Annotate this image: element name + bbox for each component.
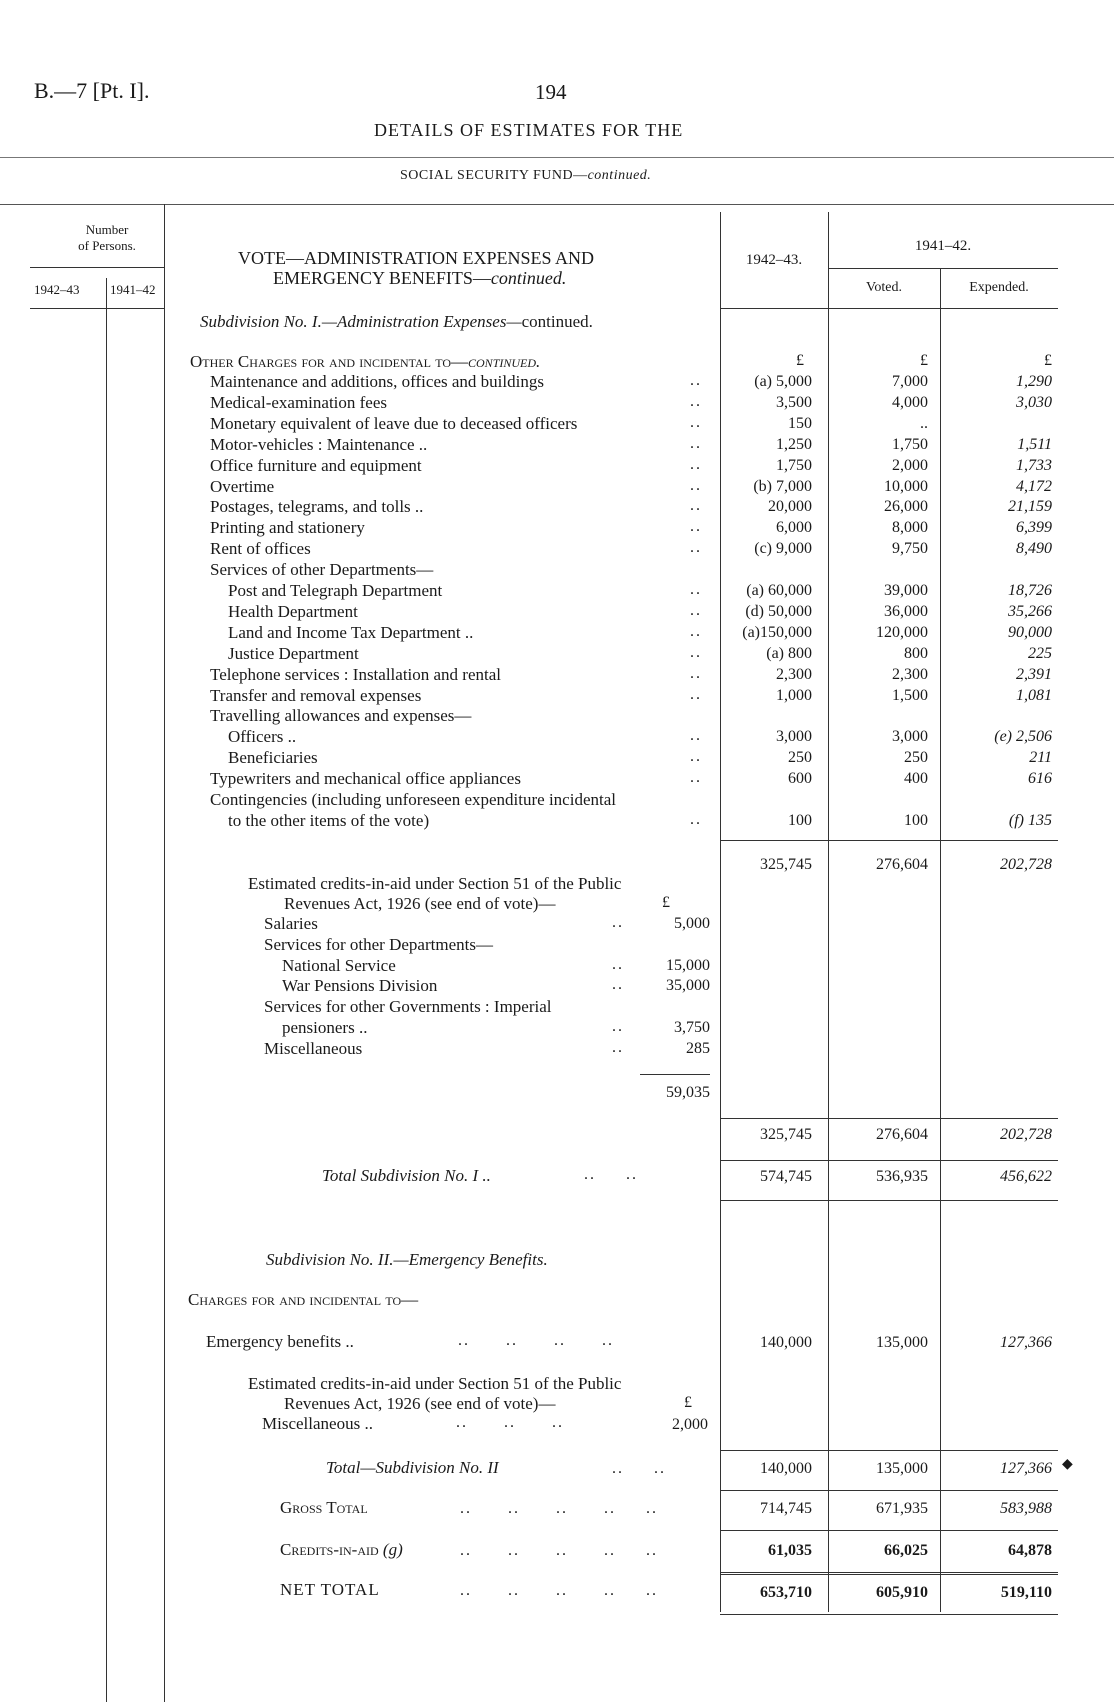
- pound-sign-voted: £: [920, 352, 928, 369]
- credit-item-amount: 35,000: [666, 977, 710, 994]
- col-heading-expended: Expended.: [969, 280, 1029, 295]
- row-label: Contingencies (including unforeseen expenditure incidental: [210, 790, 616, 809]
- subtotal-1-voted: 276,604: [876, 856, 928, 873]
- row-est: (d) 50,000: [745, 603, 812, 620]
- row-est: 1,000: [776, 687, 812, 704]
- row-voted: 2,300: [892, 666, 928, 683]
- row-leader: ..: [690, 518, 702, 535]
- row-voted: ..: [920, 415, 928, 432]
- persons-year-divider: [106, 278, 107, 312]
- total-subdivision-1-voted: 536,935: [876, 1168, 928, 1185]
- total-subdivision-2-expended: 127,366: [1000, 1460, 1052, 1477]
- row-label: Land and Income Tax Department ..: [228, 623, 474, 642]
- persons-year-1941: 1941–42: [110, 282, 156, 297]
- row-label: Medical-examination fees: [210, 393, 388, 412]
- credits-2-misc-leader: .. .. ..: [456, 1414, 564, 1431]
- credit-item-label: National Service: [282, 956, 396, 975]
- credit-item-leader: ..: [612, 914, 624, 931]
- row-label: Beneficiaries: [228, 748, 318, 767]
- credit-item-leader: ..: [612, 1039, 624, 1056]
- credits-1-line-1: Estimated credits-in-aid under Section 51 of the Public: [248, 874, 622, 893]
- subdivision-2-charges-label: Charges for and incidental to—: [188, 1290, 419, 1309]
- row-leader: ..: [690, 769, 702, 786]
- row-label: Services of other Departments—: [210, 560, 434, 579]
- persons-col-left-line: [106, 312, 107, 1702]
- pound-sign-est: £: [796, 352, 804, 369]
- row-voted: 9,750: [892, 540, 928, 557]
- row-label: Office furniture and equipment: [210, 456, 422, 475]
- other-charges-continued: continued.: [468, 352, 541, 371]
- row-est: 600: [788, 770, 812, 787]
- row-label: to the other items of the vote): [228, 811, 430, 830]
- total-sub-1-rule: [720, 1160, 1058, 1161]
- total-subdivision-1-leader: .. ..: [584, 1166, 638, 1183]
- credits-in-aid-voted: 66,025: [884, 1542, 928, 1559]
- row-leader: ..: [690, 393, 702, 410]
- page-title: DETAILS OF ESTIMATES FOR THE: [374, 120, 684, 140]
- emergency-benefits-label: Emergency benefits ..: [206, 1332, 354, 1351]
- row-expended: 211: [1029, 749, 1052, 766]
- credits-in-aid-heading: [280, 1540, 403, 1560]
- row-leader: ..: [690, 497, 702, 514]
- row-expended: 21,159: [1008, 498, 1052, 515]
- row-leader: ..: [690, 811, 702, 828]
- row-expended: 35,266: [1008, 603, 1052, 620]
- net-total-bottom-rule: [720, 1614, 1058, 1615]
- row-voted: 4,000: [892, 394, 928, 411]
- row-voted: 10,000: [884, 478, 928, 495]
- row-label: Transfer and removal expenses: [210, 686, 422, 705]
- row-label: Post and Telegraph Department: [228, 581, 443, 600]
- emergency-benefits-leader: .. .. .. ..: [458, 1332, 614, 1349]
- credits-in-aid-top-rule: [720, 1530, 1058, 1531]
- row-voted: 400: [904, 770, 928, 787]
- credit-item-label: Services for other Governments : Imperial: [264, 997, 552, 1016]
- net-total-est: 653,710: [760, 1584, 812, 1601]
- total-sub-2-rule: [720, 1450, 1058, 1451]
- vote-title-continued: continued.: [490, 268, 567, 288]
- credits-in-aid-label: Credits-in-aid: [280, 1540, 379, 1559]
- row-leader: ..: [690, 602, 702, 619]
- row-label: Postages, telegrams, and tolls ..: [210, 497, 424, 516]
- subtotal-1-est: 325,745: [760, 856, 812, 873]
- row-voted: 1,500: [892, 687, 928, 704]
- subdivision-1-heading: [200, 312, 593, 332]
- row-leader: ..: [690, 665, 702, 682]
- row-label: Justice Department: [228, 644, 359, 663]
- row-leader: ..: [690, 623, 702, 640]
- row-voted: 36,000: [884, 603, 928, 620]
- row-leader: ..: [690, 581, 702, 598]
- header-bottom-rule-left: [30, 308, 164, 309]
- credits-1-total-rule: [640, 1074, 710, 1075]
- row-expended: 616: [1028, 770, 1052, 787]
- credit-item-label: War Pensions Division: [282, 976, 438, 995]
- gross-total-top-rule: [720, 1490, 1058, 1491]
- subtotal-1b-rule: [720, 1118, 1058, 1119]
- credits-2-misc-label: Miscellaneous ..: [262, 1414, 373, 1433]
- gross-total-est: 714,745: [760, 1500, 812, 1517]
- credit-item-leader: ..: [612, 956, 624, 973]
- row-label: Typewriters and mechanical office appliances: [210, 769, 521, 788]
- row-leader: ..: [690, 414, 702, 431]
- row-voted: 800: [904, 645, 928, 662]
- col-heading-voted: Voted.: [866, 280, 902, 295]
- credits-2-pound: £: [684, 1394, 692, 1411]
- row-est: 2,300: [776, 666, 812, 683]
- subtitle-main: SOCIAL SECURITY FUND—: [400, 168, 588, 183]
- other-charges-heading: [190, 352, 540, 372]
- persons-heading-1: Number: [85, 222, 129, 237]
- emergency-benefits-est: 140,000: [760, 1334, 812, 1351]
- gross-total-expended: 583,988: [1000, 1500, 1052, 1517]
- vote-title-line-1: VOTE—ADMINISTRATION EXPENSES AND: [238, 248, 595, 268]
- net-total-voted: 605,910: [876, 1584, 928, 1601]
- row-est: 1,250: [776, 436, 812, 453]
- row-label: Overtime: [210, 477, 275, 496]
- row-est: (b) 7,000: [753, 478, 812, 495]
- vote-title-line-2: [273, 268, 566, 289]
- net-total-leader: .. .. .. .. ..: [460, 1582, 658, 1599]
- row-voted: 3,000: [892, 728, 928, 745]
- row-voted: 7,000: [892, 373, 928, 390]
- row-expended: 1,511: [1017, 436, 1052, 453]
- row-label: Travelling allowances and expenses—: [210, 706, 472, 725]
- row-leader: ..: [690, 372, 702, 389]
- row-label: Telephone services : Installation and rental: [210, 665, 502, 684]
- row-leader: ..: [690, 644, 702, 661]
- total-subdivision-2-leader: .. ..: [612, 1460, 666, 1477]
- credits-1-line-2: Revenues Act, 1926 (see end of vote)—: [284, 894, 556, 913]
- total-subdivision-1-expended: 456,622: [1000, 1168, 1052, 1185]
- row-leader: ..: [690, 686, 702, 703]
- row-expended: 18,726: [1008, 582, 1052, 599]
- row-est: (a)150,000: [742, 624, 812, 641]
- subdivision-2-title: Subdivision No. II.—Emergency Benefits.: [266, 1250, 548, 1269]
- credit-item-amount: 3,750: [674, 1019, 710, 1036]
- row-est: 150: [788, 415, 812, 432]
- total-subdivision-2-voted: 135,000: [876, 1460, 928, 1477]
- credits-in-aid-leader: .. .. .. .. ..: [460, 1542, 658, 1559]
- row-label: Printing and stationery: [210, 518, 365, 537]
- row-est: (a) 800: [766, 645, 812, 662]
- gross-total-voted: 671,935: [876, 1500, 928, 1517]
- row-est: 3,500: [776, 394, 812, 411]
- total-subdivision-2-label: Total—Subdivision No. II: [326, 1458, 499, 1477]
- pound-sign-expended: £: [1044, 352, 1052, 369]
- credits-in-aid-expended: 64,878: [1008, 1542, 1052, 1559]
- row-est: (c) 9,000: [754, 540, 812, 557]
- credits-1-total: 59,035: [666, 1084, 710, 1101]
- credit-item-amount: 285: [686, 1040, 710, 1057]
- persons-col-right-line: [164, 204, 165, 1702]
- subtotal-1b-est: 325,745: [760, 1126, 812, 1143]
- row-expended: 6,399: [1016, 519, 1052, 536]
- other-charges-label: Other Charges for and incidental to—: [190, 352, 469, 371]
- row-voted: 250: [904, 749, 928, 766]
- row-voted: 120,000: [876, 624, 928, 641]
- row-label: Maintenance and additions, offices and buildings: [210, 372, 544, 391]
- total-subdivision-1-label: Total Subdivision No. I ..: [322, 1166, 491, 1185]
- credit-item-label: Services for other Departments—: [264, 935, 493, 954]
- subtotal-1b-voted: 276,604: [876, 1126, 928, 1143]
- row-est: 250: [788, 749, 812, 766]
- emergency-benefits-voted: 135,000: [876, 1334, 928, 1351]
- row-est: (a) 60,000: [746, 582, 812, 599]
- subtotal-1-rule: [720, 840, 1058, 841]
- credit-item-label: Miscellaneous: [264, 1039, 363, 1058]
- row-voted: 39,000: [884, 582, 928, 599]
- row-label: Monetary equivalent of leave due to deceased officers: [210, 414, 578, 433]
- credit-item-amount: 15,000: [666, 957, 710, 974]
- row-expended: 90,000: [1008, 624, 1052, 641]
- table-top-rule: [0, 204, 1114, 205]
- persons-year-1942: 1942–43: [34, 282, 80, 297]
- credit-item-label: pensioners ..: [282, 1018, 368, 1037]
- row-expended: 1,081: [1016, 687, 1052, 704]
- net-total-label: NET TOTAL: [280, 1580, 380, 1599]
- row-voted: 1,750: [892, 436, 928, 453]
- credits-1-pound: £: [662, 894, 670, 911]
- row-leader: ..: [690, 456, 702, 473]
- row-label: Motor-vehicles : Maintenance ..: [210, 435, 428, 454]
- col-heading-1942: 1942–43.: [745, 252, 803, 268]
- row-est: 20,000: [768, 498, 812, 515]
- gross-total-label: Gross Total: [280, 1498, 368, 1517]
- total-sub-1-bottom-rule: [720, 1200, 1058, 1201]
- credit-item-label: Salaries: [264, 914, 318, 933]
- credits-2-line-1: Estimated credits-in-aid under Section 51 of the Public: [248, 1374, 622, 1393]
- row-label: Rent of offices: [210, 539, 311, 558]
- emergency-benefits-expended: 127,366: [1000, 1334, 1052, 1351]
- subtotal-1b-expended: 202,728: [1000, 1126, 1052, 1143]
- net-total-expended: 519,110: [1000, 1584, 1052, 1601]
- row-expended: (e) 2,506: [994, 728, 1052, 745]
- page-subtitle: [400, 168, 651, 184]
- row-expended: 2,391: [1016, 666, 1052, 683]
- credit-item-leader: ..: [612, 976, 624, 993]
- row-expended: 225: [1028, 645, 1052, 662]
- persons-rule: [30, 267, 164, 268]
- document-reference: B.—7 [Pt. I].: [34, 78, 150, 103]
- row-leader: ..: [690, 727, 702, 744]
- row-expended: 4,172: [1016, 478, 1052, 495]
- col-heading-1941: 1941–42.: [914, 238, 972, 254]
- total-subdivision-1-est: 574,745: [760, 1168, 812, 1185]
- row-voted: 26,000: [884, 498, 928, 515]
- credits-2-line-2: Revenues Act, 1926 (see end of vote)—: [284, 1394, 556, 1413]
- row-voted: 100: [904, 812, 928, 829]
- header-rule: [0, 157, 1114, 158]
- row-expended: 1,733: [1016, 457, 1052, 474]
- row-expended: 8,490: [1016, 540, 1052, 557]
- page-number: 194: [535, 80, 567, 104]
- row-label: Health Department: [228, 602, 358, 621]
- row-leader: ..: [690, 435, 702, 452]
- row-leader: ..: [690, 477, 702, 494]
- row-expended: (f) 135: [1008, 812, 1052, 829]
- row-est: 100: [788, 812, 812, 829]
- row-voted: 2,000: [892, 457, 928, 474]
- row-leader: ..: [690, 748, 702, 765]
- row-voted: 8,000: [892, 519, 928, 536]
- credit-item-amount: 5,000: [674, 915, 710, 932]
- credits-2-misc-amount: 2,000: [672, 1416, 708, 1433]
- row-expended: 3,030: [1016, 394, 1052, 411]
- row-label: Officers ..: [228, 727, 297, 746]
- subdivision-1-title: Subdivision No. I.—Administration Expenses—: [200, 312, 522, 331]
- row-est: 6,000: [776, 519, 812, 536]
- col-header-bottom-rule: [720, 308, 1058, 309]
- subdivision-1-continued: continued.: [521, 312, 593, 331]
- persons-heading-2: of Persons.: [78, 238, 136, 253]
- net-total-top-rule: [720, 1572, 1058, 1575]
- vote-title-main: EMERGENCY BENEFITS—: [273, 268, 491, 288]
- credits-in-aid-est: 61,035: [768, 1542, 812, 1559]
- credit-item-leader: ..: [612, 1018, 624, 1035]
- credits-in-aid-note: (g): [382, 1540, 403, 1559]
- gross-total-leader: .. .. .. .. ..: [460, 1500, 658, 1517]
- total-subdivision-2-est: 140,000: [760, 1460, 812, 1477]
- subtotal-1-expended: 202,728: [1000, 856, 1052, 873]
- bullet-mark-icon: ◆: [1062, 1457, 1073, 1472]
- row-leader: ..: [690, 539, 702, 556]
- subtitle-continued: continued.: [587, 168, 652, 183]
- row-expended: 1,290: [1016, 373, 1052, 390]
- row-est: 3,000: [776, 728, 812, 745]
- year-1941-rule: [828, 268, 1058, 269]
- row-est: (a) 5,000: [754, 373, 812, 390]
- row-est: 1,750: [776, 457, 812, 474]
